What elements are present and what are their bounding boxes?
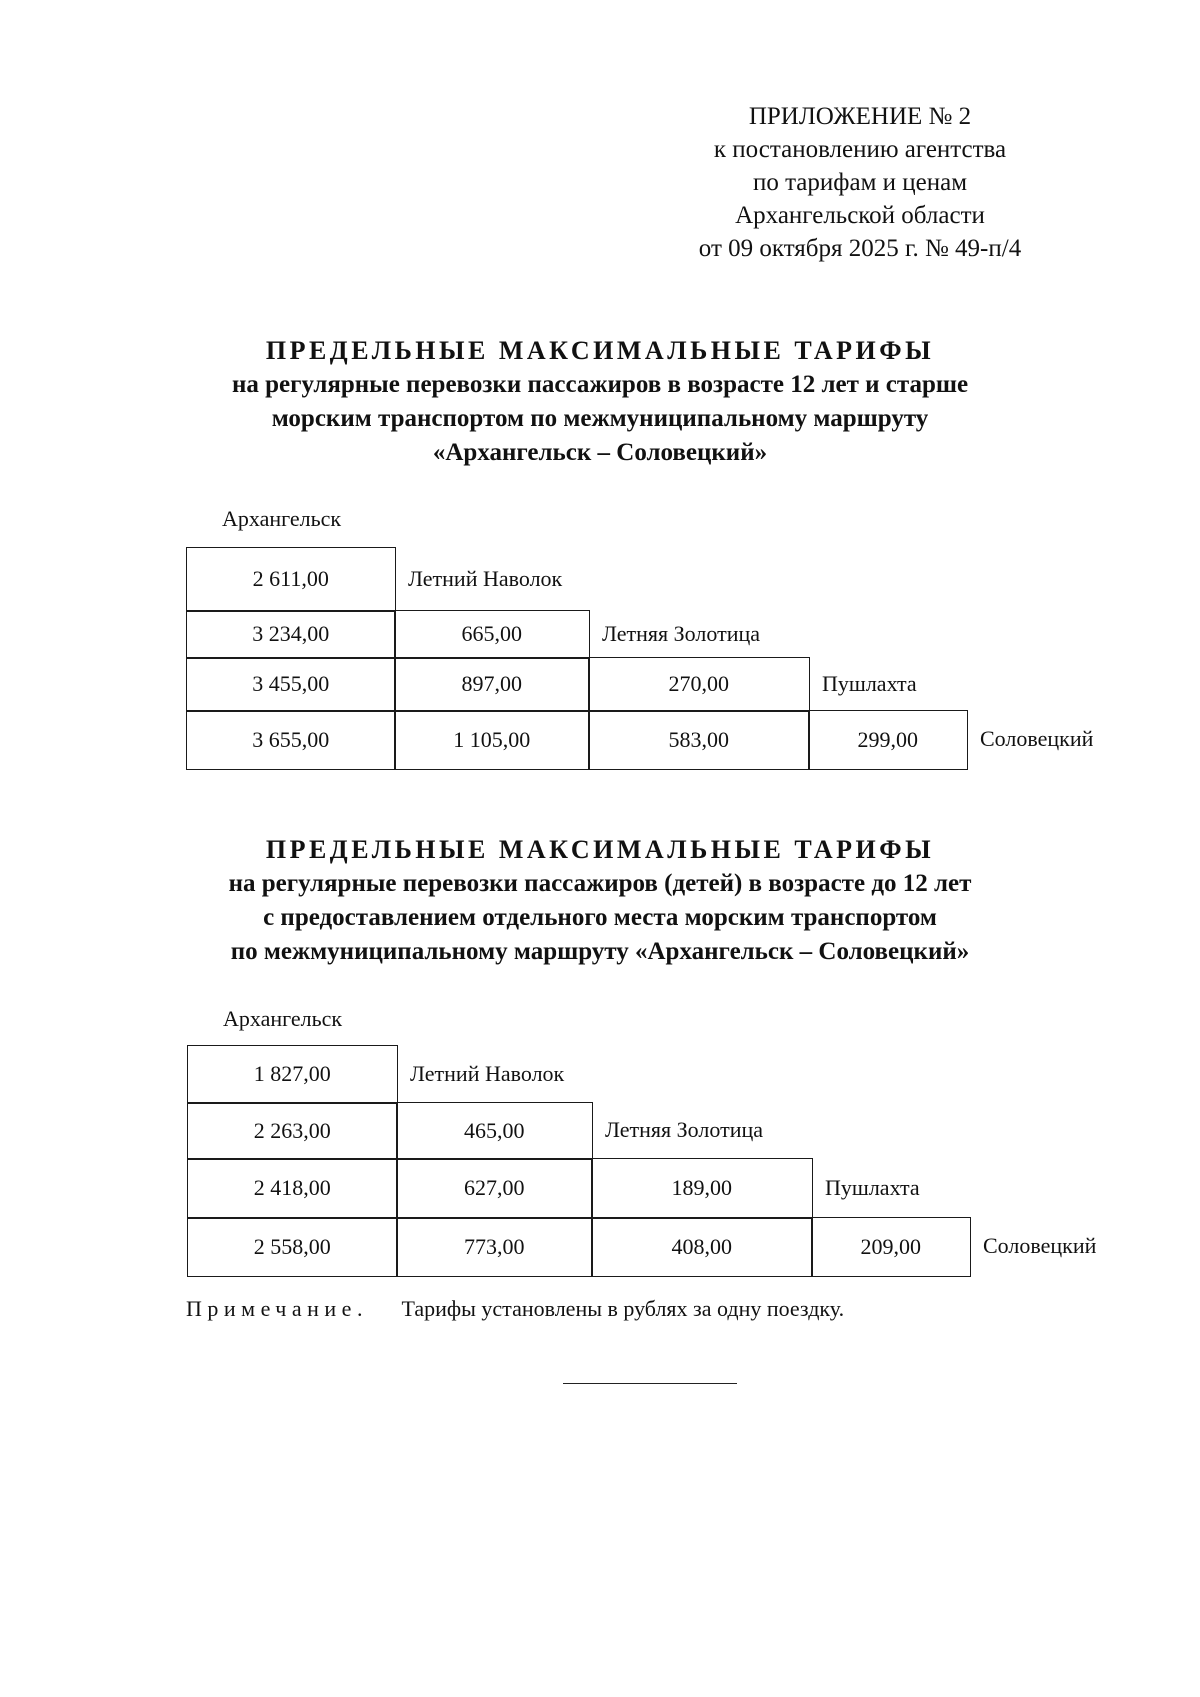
section-subtitle-line: по межмуниципальному маршруту «Архангельск – Соловецкий» [230,938,970,965]
fare-cell: 3 655,00 [186,710,396,770]
station-label: Пушлахта [822,670,917,696]
section-subtitle-line: с предоставлением отдельного места морским транспортом [263,904,937,931]
station-label: Летняя Золотица [605,1117,764,1142]
fare-cell: 773,00 [396,1217,593,1277]
fare-cell: 2 558,00 [187,1217,398,1277]
station-label: Пушлахта [825,1174,920,1200]
fare-cell: 465,00 [396,1102,593,1160]
section-title: ПРЕДЕЛЬНЫЕ МАКСИМАЛЬНЫЕ ТАРИФЫ [265,835,935,864]
fare-cell: 665,00 [394,610,590,659]
section-subtitle-line: на регулярные перевозки пассажиров в возрасте 12 лет и старше [231,371,969,398]
appendix-line: к постановлению агентства [713,136,1007,163]
footnote-text: Тарифы установлены в рублях за одну поездку. [401,1296,845,1321]
fare-cell: 2 611,00 [186,547,396,612]
station-label: Архангельск [223,1006,343,1031]
fare-cell: 2 263,00 [187,1102,398,1160]
fare-cell: 408,00 [591,1217,813,1277]
station-label: Летний Наволок [410,1060,565,1086]
section-subtitle-line: на регулярные перевозки пассажиров (детей) в возрасте до 12 лет [228,870,972,897]
fare-cell: 3 455,00 [186,657,396,712]
station-label: Соловецкий [983,1233,1097,1258]
fare-cell: 583,00 [588,710,810,770]
fare-cell: 299,00 [808,710,968,770]
appendix-line: ПРИЛОЖЕНИЕ № 2 [748,103,972,130]
appendix-line: Архангельской области [735,202,985,229]
fare-cell: 627,00 [396,1158,593,1219]
station-label: Летняя Золотица [602,620,761,646]
fare-cell: 3 234,00 [186,610,396,659]
section-subtitle-line: «Архангельск – Соловецкий» [432,439,768,466]
appendix-line: от 09 октября 2025 г. № 49-п/4 [698,235,1022,262]
fare-cell: 1 827,00 [187,1045,398,1104]
footnote [186,1296,844,1322]
fare-cell: 270,00 [588,657,810,712]
fare-cell: 189,00 [591,1158,813,1219]
fare-cell: 897,00 [394,657,590,712]
fare-cell: 209,00 [811,1217,971,1277]
fare-cell: 2 418,00 [187,1158,398,1219]
station-label: Архангельск [222,506,342,531]
section-title: ПРЕДЕЛЬНЫЕ МАКСИМАЛЬНЫЕ ТАРИФЫ [265,336,935,365]
appendix-line: по тарифам и ценам [752,169,968,196]
station-label: Соловецкий [980,726,1094,751]
section-subtitle-line: морским транспортом по межмуниципальному маршруту [271,405,929,432]
station-label: Летний Наволок [408,565,563,591]
fare-cell: 1 105,00 [394,710,590,770]
closing-rule [563,1383,737,1384]
footnote-label: Примечание. [186,1296,368,1321]
